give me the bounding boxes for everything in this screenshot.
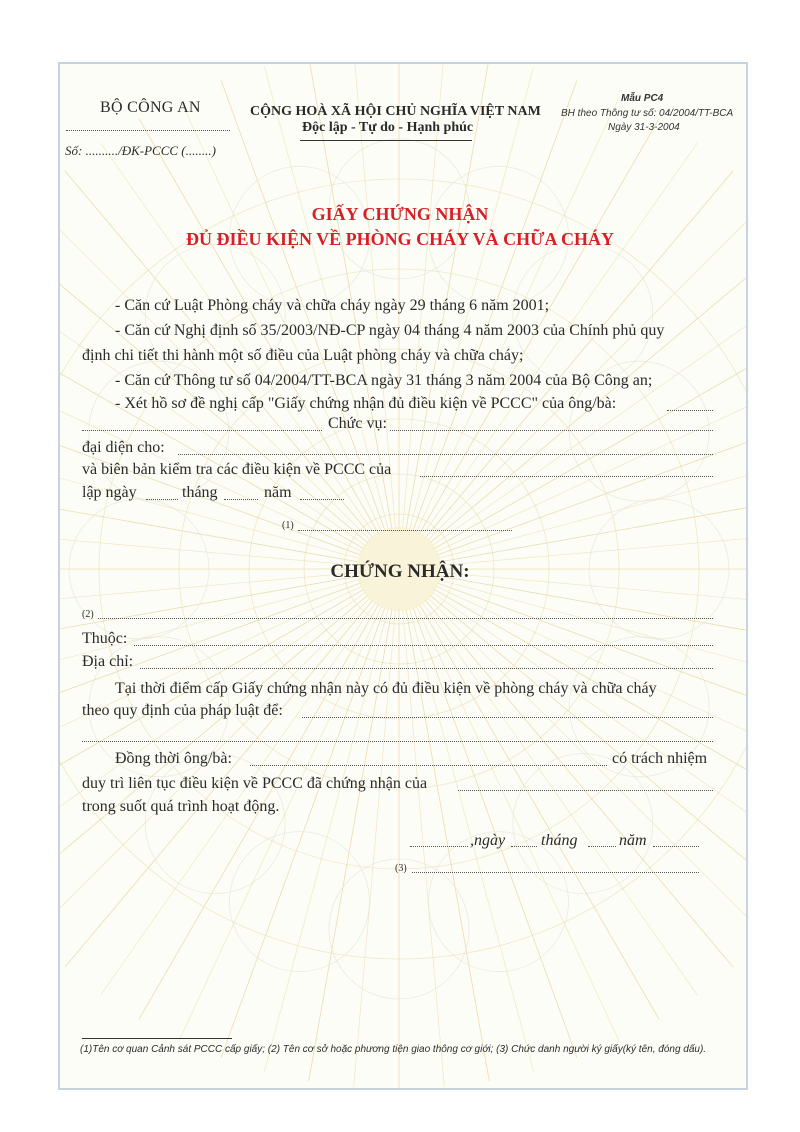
basis-application: - Xét hồ sơ đề nghị cấp "Giấy chứng nhận đủ điều kiện về PCCC" của ông/bà: [115,395,617,412]
certify-heading: CHỨNG NHẬN: [330,561,470,582]
responsible-person-field[interactable] [250,765,607,766]
note1-marker: (1) [282,520,294,531]
address-field[interactable] [140,668,713,669]
national-motto: Độc lập - Tự do - Hạnh phúc [302,120,474,135]
position-label: Chức vụ: [328,415,387,432]
sign-day-label: ,ngày [470,832,506,849]
statement-line1: Tại thời điểm cấp Giấy chứng nhận này có đủ điều kiện về phòng cháy và chữa cháy [115,680,657,697]
made-month-field[interactable] [224,499,258,500]
sign-month-field[interactable] [588,846,616,847]
form-date: Ngày 31-3-2004 [608,122,680,133]
signer-title-field[interactable] [412,872,699,873]
address-label: Địa chỉ: [82,653,134,670]
representing-field[interactable] [178,454,713,455]
purpose-field[interactable] [302,717,713,718]
facility-name-field[interactable] [98,618,713,619]
made-day-field[interactable] [146,499,178,500]
sign-day-field[interactable] [511,846,537,847]
statement-line2: theo quy định của pháp luật để: [82,702,283,719]
representing-label: đại diện cho: [82,439,165,456]
applicant-name-field[interactable] [667,410,713,411]
made-on-label: lập ngày [82,484,137,501]
purpose-field-cont[interactable] [82,741,713,742]
sign-year-field[interactable] [653,846,699,847]
made-year-label: năm [264,484,292,501]
issuing-authority-field[interactable] [298,530,512,531]
position-field[interactable] [390,430,713,431]
document-number: Số: ........../ĐK-PCCC (........) [65,143,216,158]
belongs-to-field[interactable] [134,645,713,646]
note3-marker: (3) [395,863,407,874]
certificate-subtitle: ĐỦ ĐIỀU KIỆN VỀ PHÒNG CHÁY VÀ CHỮA CHÁY [185,229,615,249]
basis-decree-cont: định chi tiết thi hành một số điều của Luật phòng cháy và chữa cháy; [82,347,524,364]
maintain-field[interactable] [458,790,713,791]
footnote: (1)Tên cơ quan Cảnh sát PCCC cấp giấy; (2) Tên cơ sở hoặc phương tiện giao thông cơ giới; (3) Chức danh người ký giấy(ký tên, đóng dấu). [80,1044,707,1055]
belongs-to-label: Thuộc: [82,630,128,647]
also-label: Đồng thời ông/bà: [115,750,232,767]
sign-year-label: năm [619,832,647,849]
responsible-label: có trách nhiệm [612,750,708,767]
applicant-name-field-cont[interactable] [82,430,322,431]
republic-name: CỘNG HOÀ XÃ HỘI CHỦ NGHĨA VIỆT NAM [250,104,541,119]
basis-circular: - Căn cứ Thông tư số 04/2004/TT-BCA ngày 31 tháng 3 năm 2004 của Bộ Công an; [115,372,653,389]
basis-decree: - Căn cứ Nghị định số 35/2003/NĐ-CP ngày 04 tháng 4 năm 2003 của Chính phủ quy [115,322,665,339]
basis-law: - Căn cứ Luật Phòng cháy và chữa cháy ngày 29 tháng 6 năm 2001; [115,297,550,314]
maintain-label: duy trì liên tục điều kiện về PCCC đã chứng nhận của [82,775,428,792]
ministry-name: BỘ CÔNG AN [100,99,201,116]
made-year-field[interactable] [300,499,344,500]
footnote-rule [82,1038,232,1039]
form-basis: BH theo Thông tư số: 04/2004/TT-BCA [561,108,734,119]
inspection-field[interactable] [420,476,713,477]
made-month-label: tháng [182,484,218,501]
sign-place-field[interactable] [410,846,468,847]
inspection-label: và biên bản kiểm tra các điều kiện về PCCC của [82,461,392,478]
form-code: Mẫu PC4 [621,93,664,104]
certificate-title: GIẤY CHỨNG NHẬN [311,204,489,224]
operation-text: trong suốt quá trình hoạt động. [82,798,280,815]
ministry-underline [66,130,230,131]
motto-underline [300,140,472,141]
note2-marker: (2) [82,609,94,620]
sign-month-label: tháng [541,832,578,849]
